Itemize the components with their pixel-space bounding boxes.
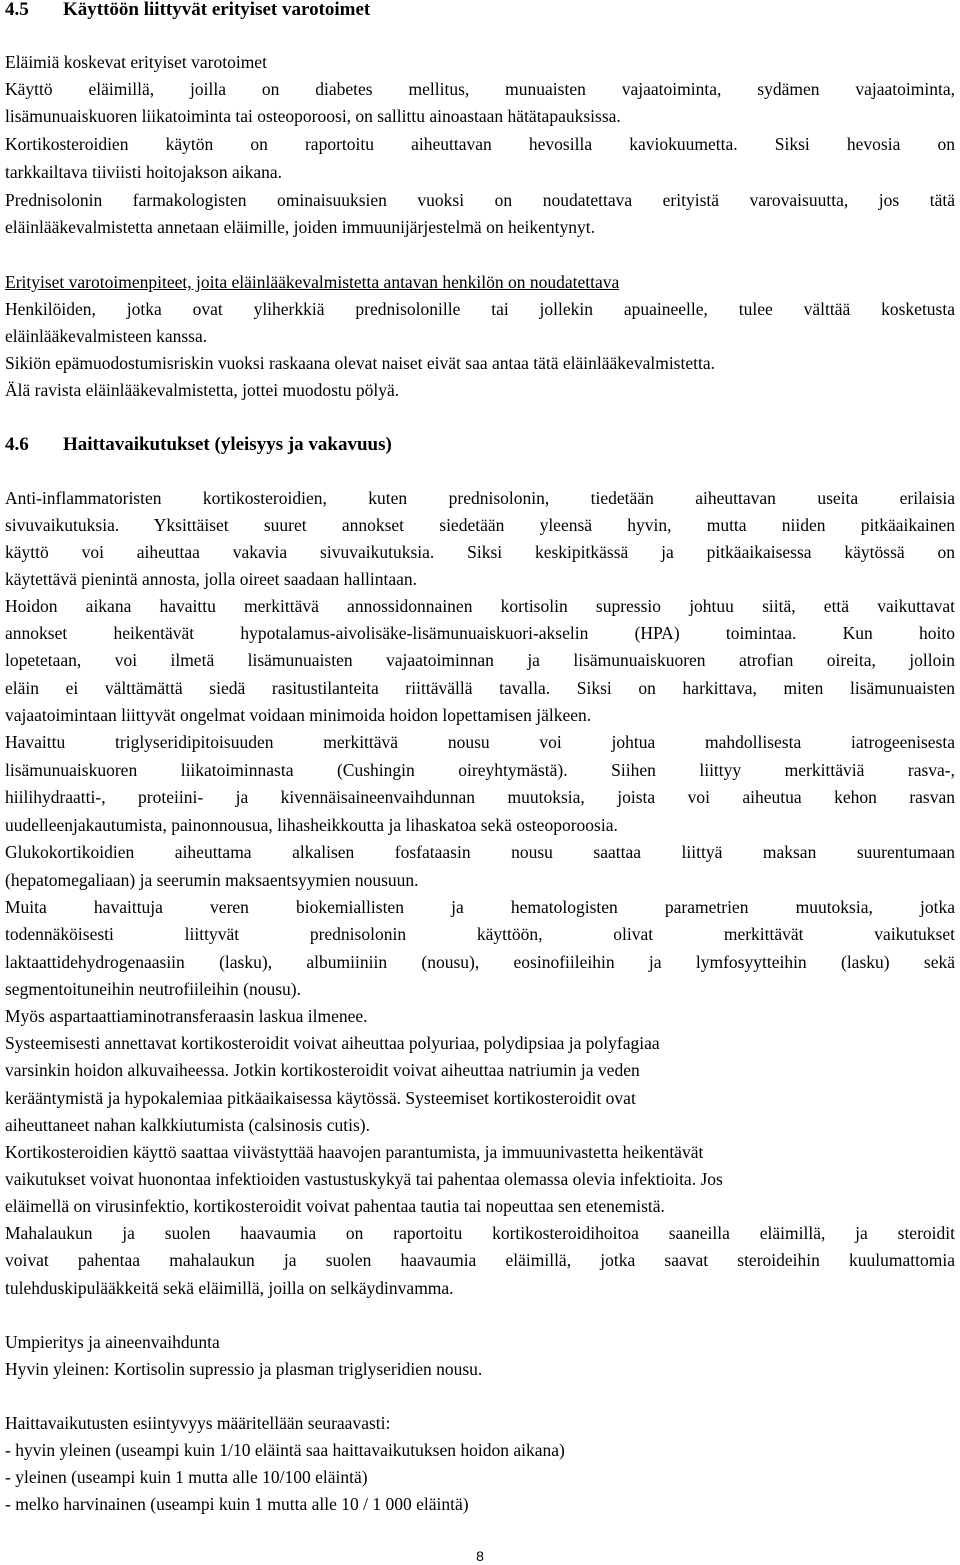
paragraph-line: laktaattidehydrogenaasiin (lasku), albumiiniin (nousu), eosinofiileihin ja lymfosyytteihin (lasku) sekä	[5, 952, 955, 972]
paragraph-line: Myös aspartaattiaminotransferaasin laskua ilmenee.	[5, 1006, 368, 1026]
paragraph-line: eläinlääkevalmistetta annetaan eläimille, joiden immuunijärjestelmä on heikentynyt.	[5, 217, 595, 237]
list-item: - melko harvinainen (useampi kuin 1 mutta alle 10 / 1 000 eläintä)	[5, 1494, 469, 1514]
subheading-persons: Erityiset varotoimenpiteet, joita eläinlääkevalmistetta antavan henkilön on noudatettava	[5, 272, 620, 292]
paragraph-line: eläimellä on virusinfektio, kortikosteroidit voivat pahentaa tautia tai nopeuttaa sen etenemistä.	[5, 1196, 665, 1216]
paragraph-line: varsinkin hoidon alkuvaiheessa. Jotkin kortikosteroidit voivat aiheuttaa natriumin ja veden	[5, 1060, 640, 1080]
paragraph-line: segmentoituneihin neutrofiileihin (nousu).	[5, 979, 301, 999]
paragraph-line: Glukokortikoidien aiheuttama alkalisen fosfataasin nousu saattaa liittyä maksan suurentumaan	[5, 842, 955, 862]
section-number: 4.5	[5, 0, 29, 20]
page-number: 8	[476, 1548, 484, 1564]
list-item: - yleinen (useampi kuin 1 mutta alle 10/100 eläintä)	[5, 1467, 368, 1487]
subheading-animals: Eläimiä koskevat erityiset varotoimet	[5, 52, 267, 72]
paragraph-line: Mahalaukun ja suolen haavaumia on raportoitu kortikosteroidihoitoa saaneilla eläimillä, ja steroidit	[5, 1223, 955, 1243]
paragraph-line: tarkkailtava tiiviisti hoitojakson aikana.	[5, 162, 283, 182]
paragraph-line: (hepatomegaliaan) ja seerumin maksaentsyymien nousuun.	[5, 870, 419, 890]
section-title: Haittavaikutukset (yleisyys ja vakavuus)	[63, 434, 392, 455]
subheading-metabolism: Umpieritys ja aineenvaihdunta	[5, 1332, 220, 1352]
paragraph-line: lisämunuaiskuoren liikatoiminta tai osteoporoosi, on sallittu ainoastaan hätätapauksissa.	[5, 106, 621, 126]
paragraph-line: voivat pahentaa mahalaukun ja suolen haavaumia eläimillä, jotka saavat steroideihin kuulumattomia	[5, 1250, 955, 1270]
paragraph-line: Muita havaittuja veren biokemiallisten ja hematologisten parametrien muutoksia, jotka	[5, 897, 955, 917]
paragraph-line: Hyvin yleinen: Kortisolin supressio ja plasman triglyseridien nousu.	[5, 1359, 483, 1379]
paragraph-line: käyttö voi aiheuttaa vakavia sivuvaikutuksia. Siksi keskipitkässä ja pitkäaikaisessa käytössä on	[5, 542, 955, 562]
frequency-intro: Haittavaikutusten esiintyvyys määritellään seuraavasti:	[5, 1413, 391, 1433]
paragraph-line: Anti-inflammatoristen kortikosteroidien, kuten prednisolonin, tiedetään aiheuttavan useita erilaisia	[5, 488, 955, 508]
paragraph-line: vaikutukset voivat huonontaa infektioiden vastustuskykyä tai pahentaa olemassa olevia infektioita. Jos	[5, 1169, 723, 1189]
paragraph-line: tulehduskipulääkkeitä sekä eläimillä, joilla on selkäydinvamma.	[5, 1278, 454, 1298]
paragraph-line: Kortikosteroidien käyttö saattaa viivästyttää haavojen parantumista, ja immuunivastetta heikentävät	[5, 1142, 704, 1162]
paragraph-line: Prednisolonin farmakologisten ominaisuuksien vuoksi on noudatettava erityistä varovaisuutta, jos tätä	[5, 190, 955, 210]
paragraph-line: annokset heikentävät hypotalamus-aivolisäke-lisämunuaiskuori-akselin (HPA) toimintaa. Kun hoito	[5, 623, 955, 643]
paragraph-line: Havaittu triglyseridipitoisuuden merkittävä nousu voi johtua mahdollisesta iatrogeenisesta	[5, 732, 955, 752]
paragraph-line: Älä ravista eläinlääkevalmistetta, jottei muodostu pölyä.	[5, 380, 400, 400]
paragraph-line: Sikiön epämuodostumisriskin vuoksi raskaana olevat naiset eivät saa antaa tätä eläinlääkevalmistetta.	[5, 353, 715, 373]
section-4-6-heading	[5, 435, 955, 455]
paragraph-line: eläinlääkevalmisteen kanssa.	[5, 326, 208, 346]
section-title: Käyttöön liittyvät erityiset varotoimet	[63, 0, 371, 20]
section-number: 4.6	[5, 434, 29, 455]
paragraph-line: lopetetaan, voi ilmetä lisämunuaisten vajaatoiminnan ja lisämunuaiskuoren atrofian oireita, jolloin	[5, 650, 955, 670]
paragraph-line: lisämunuaiskuoren liikatoiminnasta (Cushingin oireyhtymästä). Siihen liittyy merkittäviä rasva-,	[5, 760, 955, 780]
paragraph-line: hiilihydraatti-, proteiini- ja kivennäisaineenvaihdunnan muutoksia, joista voi aiheutua kehon rasvan	[5, 787, 955, 807]
section-4-5-heading	[5, 0, 955, 20]
paragraph-line: sivuvaikutuksia. Yksittäiset suuret annokset siedetään yleensä hyvin, mutta niiden pitkäaikainen	[5, 515, 955, 535]
paragraph-line: uudelleenjakautumista, painonnousua, lihasheikkoutta ja lihaskatoa sekä osteoporoosia.	[5, 815, 618, 835]
paragraph-line: todennäköisesti liittyvät prednisolonin käyttöön, olivat merkittävät vaikutukset	[5, 924, 955, 944]
paragraph-line: Systeemisesti annettavat kortikosteroidit voivat aiheuttaa polyuriaa, polydipsiaa ja polyfagiaa	[5, 1033, 660, 1053]
paragraph-line: Käyttö eläimillä, joilla on diabetes mellitus, munuaisten vajaatoiminta, sydämen vajaatoiminta,	[5, 79, 955, 99]
paragraph-line: kerääntymistä ja hypokalemiaa pitkäaikaisessa käytössä. Systeemiset kortikosteroidit ovat	[5, 1088, 636, 1108]
paragraph-line: aiheuttaneet nahan kalkkiutumista (calsinosis cutis).	[5, 1115, 370, 1135]
paragraph-line: vajaatoimintaan liittyvät ongelmat voidaan minimoida hoidon lopettamisen jälkeen.	[5, 705, 592, 725]
list-item: - hyvin yleinen (useampi kuin 1/10 eläintä saa haittavaikutuksen hoidon aikana)	[5, 1440, 565, 1460]
paragraph-line: käytettävä pienintä annosta, jolla oireet saadaan hallintaan.	[5, 569, 418, 589]
paragraph-line: eläin ei välttämättä siedä rasitustilanteita riittävällä tavalla. Siksi on harkittava, miten lisämunuaisten	[5, 678, 955, 698]
paragraph-line: Henkilöiden, jotka ovat yliherkkiä prednisolonille tai jollekin apuaineelle, tulee välttää kosketusta	[5, 299, 955, 319]
paragraph-line: Kortikosteroidien käytön on raportoitu aiheuttavan hevosilla kaviokuumetta. Siksi hevosia on	[5, 134, 955, 154]
paragraph-line: Hoidon aikana havaittu merkittävä annossidonnainen kortisolin supressio johtuu siitä, että vaikuttavat	[5, 596, 955, 616]
